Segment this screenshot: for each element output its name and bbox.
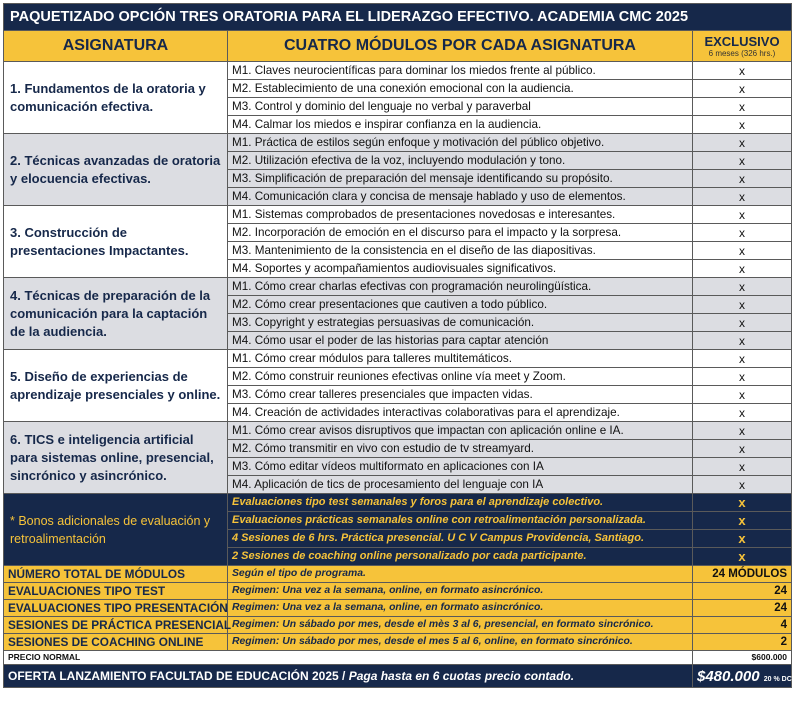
- exclusive-mark: x: [693, 368, 792, 386]
- module-name: M1. Sistemas comprobados de presentaciones novedosas e interesantes.: [228, 206, 693, 224]
- bonus-mark: x: [693, 494, 792, 512]
- summary-value: 24: [693, 600, 792, 617]
- offer-text: [4, 665, 693, 688]
- subject-name: 1. Fundamentos de la oratoria y comunicación efectiva.: [4, 62, 228, 134]
- bonus-item: Evaluaciones tipo test semanales y foros para el aprendizaje colectivo.: [228, 494, 693, 512]
- exclusive-mark: x: [693, 206, 792, 224]
- module-name: M4. Soportes y acompañamientos audiovisuales significativos.: [228, 260, 693, 278]
- module-name: M3. Mantenimiento de la consistencia en el diseño de las diapositivas.: [228, 242, 693, 260]
- exclusive-mark: x: [693, 170, 792, 188]
- exclusive-mark: x: [693, 404, 792, 422]
- summary-label: SESIONES DE COACHING ONLINE: [4, 634, 228, 651]
- module-name: M3. Simplificación de preparación del mensaje identificando su propósito.: [228, 170, 693, 188]
- module-name: M2. Establecimiento de una conexión emocional con la audiencia.: [228, 80, 693, 98]
- header-modules: CUATRO MÓDULOS POR CADA ASIGNATURA: [228, 31, 693, 62]
- module-name: M2. Cómo construir reuniones efectivas online vía meet y Zoom.: [228, 368, 693, 386]
- summary-label: SESIONES DE PRÁCTICA PRESENCIAL: [4, 617, 228, 634]
- exclusive-mark: x: [693, 152, 792, 170]
- exclusive-mark: x: [693, 116, 792, 134]
- header-exclusive: [693, 31, 792, 62]
- exclusive-mark: x: [693, 314, 792, 332]
- bonus-item: 2 Sesiones de coaching online personalizado por cada participante.: [228, 548, 693, 566]
- program-table: [3, 3, 801, 688]
- subject-name: 5. Diseño de experiencias de aprendizaje presenciales y online.: [4, 350, 228, 422]
- module-row: [4, 62, 792, 80]
- summary-row: [4, 566, 792, 583]
- summary-value: 24: [693, 583, 792, 600]
- exclusive-mark: x: [693, 296, 792, 314]
- module-row: [4, 422, 792, 440]
- exclusive-mark: x: [693, 350, 792, 368]
- module-name: M1. Práctica de estilos según enfoque y motivación del público objetivo.: [228, 134, 693, 152]
- subject-name: 2. Técnicas avanzadas de oratoria y elocuencia efectivas.: [4, 134, 228, 206]
- table-header: [4, 31, 792, 62]
- summary-description: Regimen: Una vez a la semana, online, en formato asincrónico.: [228, 600, 693, 617]
- module-name: M1. Cómo crear módulos para talleres multitemáticos.: [228, 350, 693, 368]
- offer-price: [693, 665, 801, 688]
- summary-value: 2: [693, 634, 792, 651]
- price-normal-row: [4, 651, 792, 665]
- exclusive-mark: x: [693, 98, 792, 116]
- summary-row: [4, 600, 792, 617]
- module-name: M1. Cómo crear charlas efectivas con programación neurolingüística.: [228, 278, 693, 296]
- exclusive-mark: x: [693, 476, 792, 494]
- module-name: M3. Cómo editar vídeos multiformato en aplicaciones con IA: [228, 458, 693, 476]
- bonus-mark: x: [693, 530, 792, 548]
- summary-description: Regimen: Una vez a la semana, online, en formato asincrónico.: [228, 583, 693, 600]
- module-name: M3. Control y dominio del lenguaje no verbal y paraverbal: [228, 98, 693, 116]
- page-title: PAQUETIZADO OPCIÓN TRES ORATORIA PARA EL LIDERAZGO EFECTIVO. ACADEMIA CMC 2025: [4, 4, 792, 31]
- module-name: M4. Cómo usar el poder de las historias para captar atención: [228, 332, 693, 350]
- module-name: M2. Utilización efectiva de la voz, incluyendo modulación y tono.: [228, 152, 693, 170]
- module-name: M3. Copyright y estrategias persuasivas de comunicación.: [228, 314, 693, 332]
- offer-discount: 20 % DCTO: [763, 675, 801, 683]
- module-name: M2. Cómo transmitir en vivo con estudio de tv streamyard.: [228, 440, 693, 458]
- summary-value: 4: [693, 617, 792, 634]
- module-name: M2. Incorporación de emoción en el discurso para el impacto y la sorpresa.: [228, 224, 693, 242]
- summary-description: Regimen: Un sábado por mes, desde el mes 5 al 6, online, en formato sincrónico.: [228, 634, 693, 651]
- module-name: M1. Claves neurocientíficas para dominar los miedos frente al público.: [228, 62, 693, 80]
- module-name: M4. Comunicación clara y concisa de mensaje hablado y uso de elementos.: [228, 188, 693, 206]
- exclusive-mark: x: [693, 224, 792, 242]
- offer-label: OFERTA LANZAMIENTO FACULTAD DE EDUCACIÓN 2025 /: [8, 669, 349, 683]
- module-row: [4, 206, 792, 224]
- offer-row: [4, 665, 792, 688]
- header-exclusive-label: EXCLUSIVO: [704, 33, 780, 49]
- module-name: M2. Cómo crear presentaciones que cautiven a todo público.: [228, 296, 693, 314]
- summary-description: Regimen: Un sábado por mes, desde el mès 3 al 6, presencial, en formato sincrónico.: [228, 617, 693, 634]
- bonus-mark: x: [693, 512, 792, 530]
- summary-description: Según el tipo de programa.: [228, 566, 693, 583]
- exclusive-mark: x: [693, 332, 792, 350]
- module-name: M3. Cómo crear talleres presenciales que impacten vidas.: [228, 386, 693, 404]
- exclusive-mark: x: [693, 458, 792, 476]
- summary-label: EVALUACIONES TIPO TEST: [4, 583, 228, 600]
- price-normal-label: PRECIO NORMAL: [4, 651, 693, 665]
- bonus-title: * Bonos adicionales de evaluación y retroalimentación: [4, 494, 228, 566]
- subject-name: 6. TICS e inteligencia artificial para sistemas online, presencial, sincrónico y asincrónico.: [4, 422, 228, 494]
- module-row: [4, 278, 792, 296]
- offer-note: Paga hasta en 6 cuotas precio contado.: [348, 669, 575, 683]
- summary-row: [4, 583, 792, 600]
- module-name: M4. Creación de actividades interactivas colaborativas para el aprendizaje.: [228, 404, 693, 422]
- exclusive-mark: x: [693, 440, 792, 458]
- exclusive-mark: x: [693, 242, 792, 260]
- exclusive-mark: x: [693, 188, 792, 206]
- subject-name: 4. Técnicas de preparación de la comunicación para la captación de la audiencia.: [4, 278, 228, 350]
- exclusive-mark: x: [693, 62, 792, 80]
- header-subject: ASIGNATURA: [4, 31, 228, 62]
- offer-value: $480.000: [697, 667, 760, 685]
- header-exclusive-duration: 6 meses (326 hrs.): [708, 48, 776, 58]
- summary-row: [4, 634, 792, 651]
- module-row: [4, 350, 792, 368]
- module-name: M4. Calmar los miedos e inspirar confianza en la audiencia.: [228, 116, 693, 134]
- price-normal-value: $600.000: [693, 651, 792, 665]
- summary-row: [4, 617, 792, 634]
- exclusive-mark: x: [693, 80, 792, 98]
- exclusive-mark: x: [693, 386, 792, 404]
- summary-value: 24 MÓDULOS: [693, 566, 792, 583]
- exclusive-mark: x: [693, 134, 792, 152]
- exclusive-mark: x: [693, 422, 792, 440]
- bonus-item: 4 Sesiones de 6 hrs. Práctica presencial. U C V Campus Providencia, Santiago.: [228, 530, 693, 548]
- summary-label: NÚMERO TOTAL DE MÓDULOS: [4, 566, 228, 583]
- exclusive-mark: x: [693, 260, 792, 278]
- bonus-item: Evaluaciones prácticas semanales online con retroalimentación personalizada.: [228, 512, 693, 530]
- bonus-row: [4, 494, 792, 512]
- bonus-mark: x: [693, 548, 792, 566]
- module-name: M4. Aplicación de tics de procesamiento del lenguaje con IA: [228, 476, 693, 494]
- summary-label: EVALUACIONES TIPO PRESENTACIÓN: [4, 600, 228, 617]
- subject-name: 3. Construcción de presentaciones Impactantes.: [4, 206, 228, 278]
- module-row: [4, 134, 792, 152]
- exclusive-mark: x: [693, 278, 792, 296]
- module-name: M1. Cómo crear avisos disruptivos que impactan con aplicación online e IA.: [228, 422, 693, 440]
